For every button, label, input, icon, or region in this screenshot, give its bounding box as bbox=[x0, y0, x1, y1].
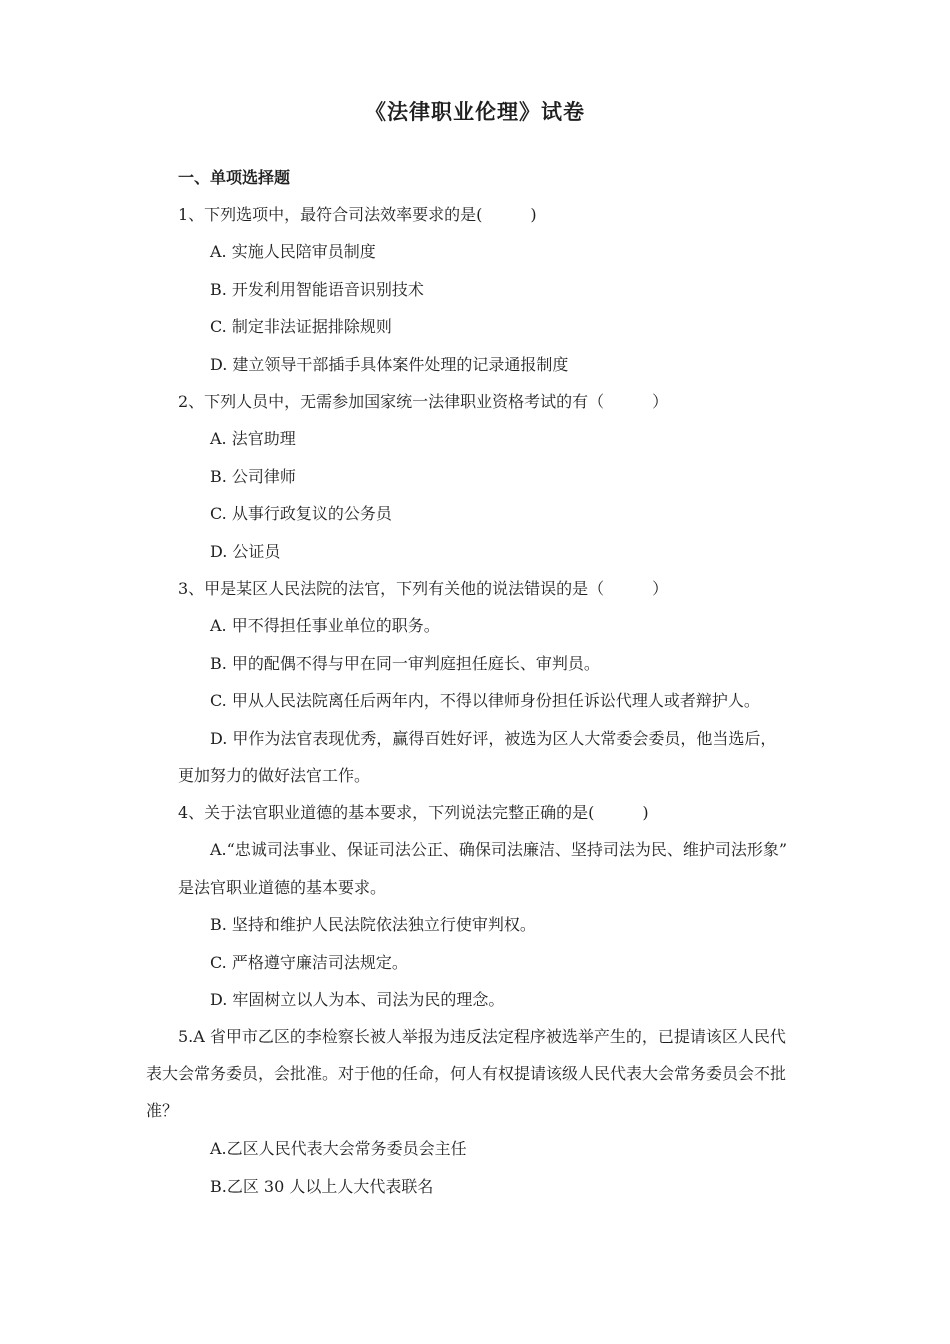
question-1-option-d: D. 建立领导干部插手具体案件处理的记录通报制度 bbox=[210, 355, 569, 374]
question-1-option-c: C. 制定非法证据排除规则 bbox=[210, 317, 392, 336]
question-2-stem: 2、下列人员中，无需参加国家统一法律职业资格考试的有（ ） bbox=[178, 392, 669, 411]
question-5-stem-line-1: 5.A 省甲市乙区的李检察长被人举报为违反法定程序被选举产生的，已提请该区人民代 bbox=[178, 1027, 786, 1046]
question-5-option-b: B.乙区 30 人以上人大代表联名 bbox=[210, 1177, 434, 1196]
question-4-option-a: A.“忠诚司法事业、保证司法公正、确保司法廉洁、坚持司法为民、维护司法形象” bbox=[210, 840, 788, 859]
question-2-option-b: B. 公司律师 bbox=[210, 467, 296, 486]
question-4-option-d: D. 牢固树立以人为本、司法为民的理念。 bbox=[210, 990, 505, 1009]
question-3-option-c: C. 甲从人民法院离任后两年内，不得以律师身份担任诉讼代理人或者辩护人。 bbox=[210, 691, 760, 710]
question-3-option-b: B. 甲的配偶不得与甲在同一审判庭担任庭长、审判员。 bbox=[210, 654, 600, 673]
question-4-option-b: B. 坚持和维护人民法院依法独立行使审判权。 bbox=[210, 915, 536, 934]
question-3-option-a: A. 甲不得担任事业单位的职务。 bbox=[210, 616, 440, 635]
question-2-option-d: D. 公证员 bbox=[210, 542, 281, 561]
question-1-stem: 1、下列选项中，最符合司法效率要求的是( ) bbox=[178, 205, 537, 224]
question-4-option-a-continued: 是法官职业道德的基本要求。 bbox=[178, 878, 387, 897]
question-5-option-a: A.乙区人民代表大会常务委员会主任 bbox=[210, 1139, 467, 1158]
question-5-stem-line-3: 准？ bbox=[146, 1101, 179, 1120]
question-4-stem: 4、关于法官职业道德的基本要求，下列说法完整正确的是( ) bbox=[178, 803, 649, 822]
question-3-option-d: D. 甲作为法官表现优秀，赢得百姓好评，被选为区人大常委会委员，他当选后， bbox=[210, 729, 777, 748]
question-1-option-b: B. 开发利用智能语音识别技术 bbox=[210, 280, 424, 299]
section-heading: 一、单项选择题 bbox=[178, 168, 291, 187]
document-title: 《法律职业伦理》试卷 bbox=[365, 99, 585, 124]
question-3-stem: 3、甲是某区人民法院的法官，下列有关他的说法错误的是（ ） bbox=[178, 579, 669, 598]
question-4-option-c: C. 严格遵守廉洁司法规定。 bbox=[210, 953, 408, 972]
question-2-option-a: A. 法官助理 bbox=[210, 429, 296, 448]
question-3-option-d-continued: 更加努力的做好法官工作。 bbox=[178, 766, 371, 785]
question-1-option-a: A. 实施人民陪审员制度 bbox=[210, 242, 376, 261]
question-2-option-c: C. 从事行政复议的公务员 bbox=[210, 504, 392, 523]
question-5-stem-line-2: 表大会常务委员，会批准。对于他的任命，何人有权提请该级人民代表大会常务委员会不批 bbox=[146, 1064, 787, 1083]
